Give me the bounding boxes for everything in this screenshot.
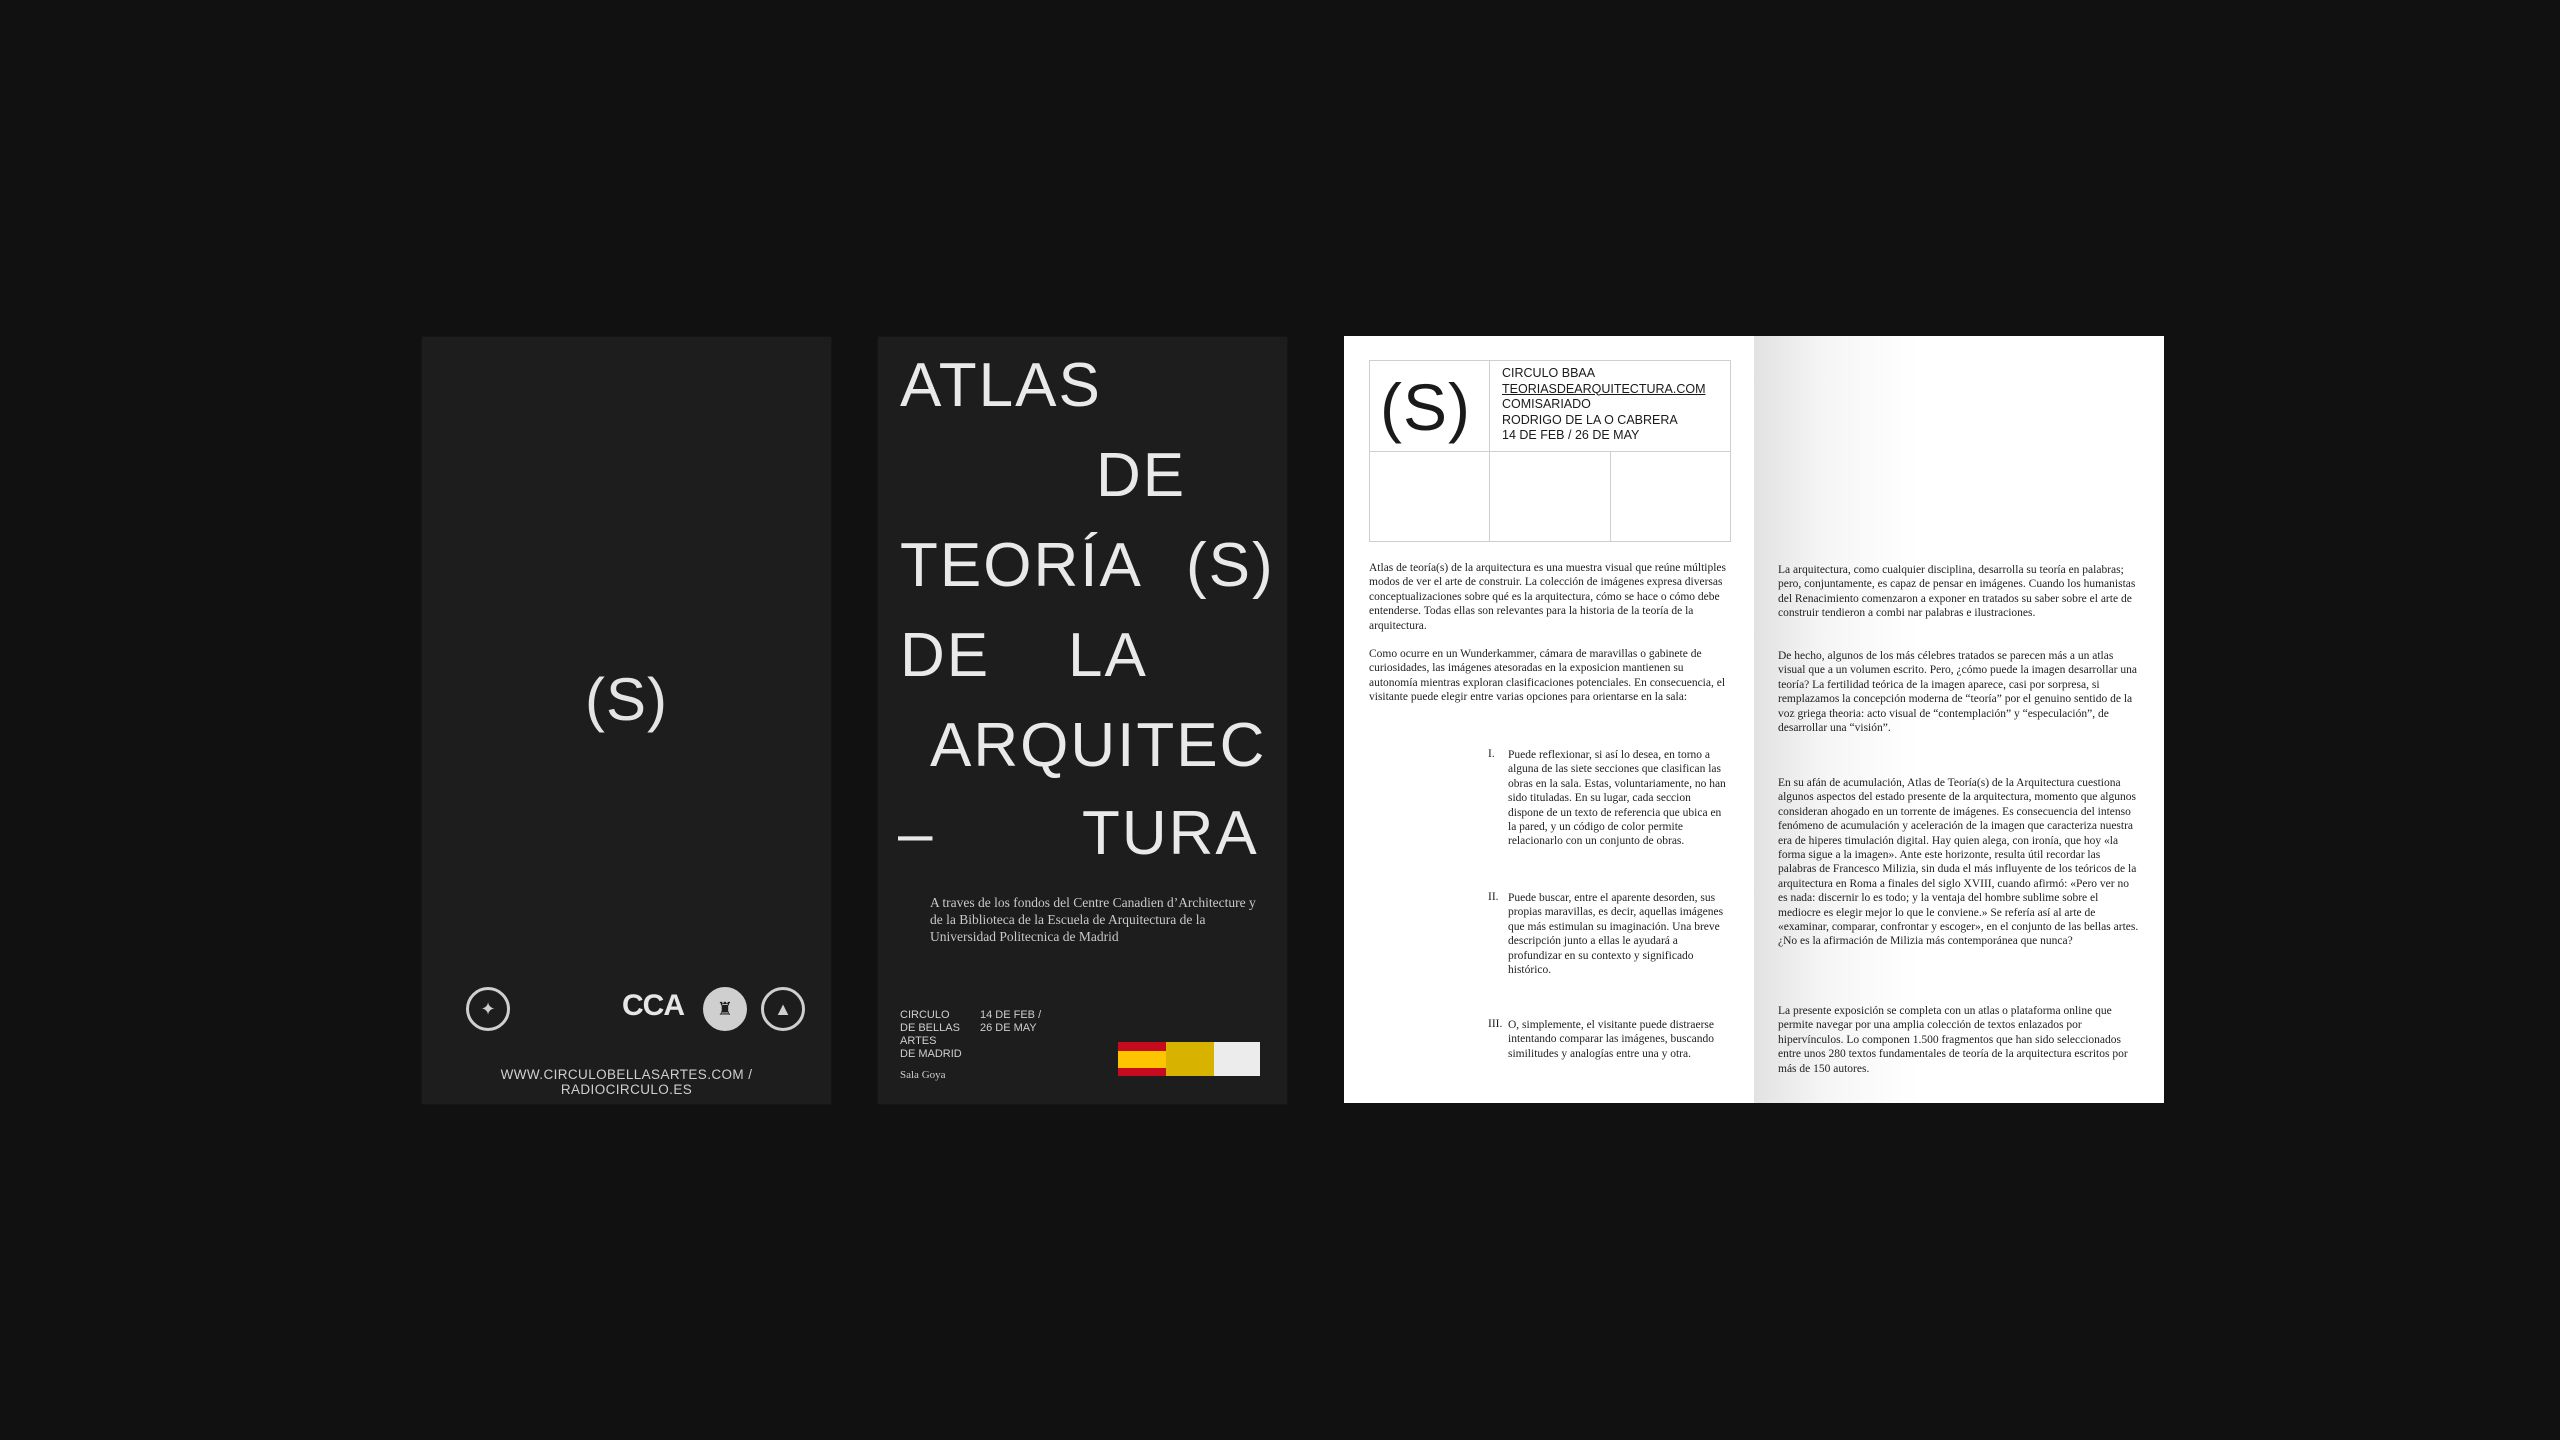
circulo-seal-icon: ✦ (466, 987, 510, 1031)
website-links: WWW.CIRCULOBELLASARTES.COM / RADIOCIRCULO.ES (500, 1067, 753, 1097)
back-symbol: (S) (585, 666, 668, 733)
option-number: I. (1488, 748, 1495, 760)
brochure-front-cover (878, 337, 1287, 1104)
venue-line: DE BELLAS (900, 1022, 960, 1034)
title-word: LA (1068, 621, 1148, 690)
essay-paragraph: La presente exposición se completa con un atlas o plataforma online que permite navegar por una amplia colección de textos enlazados por hipervínculos. Lo componen 1.500 fragmentos que han sido seleccionados entre unos 280 textos fundamentales de teoría de la arquitectura escritos por más de 150 autores. (1778, 1005, 2128, 1075)
spread-symbol: (S) (1380, 370, 1471, 444)
title-word: ARQUITEC (930, 711, 1267, 780)
org-name: CIRCULO BBAA (1502, 366, 1596, 380)
title-word: DE (900, 621, 991, 690)
curator-name: RODRIGO DE LA O CABRERA (1502, 412, 1678, 427)
government-logo-icon (1118, 1042, 1260, 1076)
option-text: Puede reflexionar, si así lo desea, en torno a alguna de las siete secciones que clasifican las obras en la sala. Estas, voluntariamente, no han sido tituladas. En su lugar, cada seccion dispone de un texto de referencia que ubica en la pared, y un código de color permite relacionarlo con un conjunto de obras. (1508, 749, 1726, 848)
info-grid (1369, 360, 1731, 542)
option-text: O, simplemente, el visitante puede distraerse intentando comparar las imágenes, buscando similitudes y analogías entre una y otra. (1508, 1019, 1714, 1060)
option-number: II. (1488, 891, 1499, 903)
brochure-back-cover (422, 337, 831, 1104)
intro-paragraph: Atlas de teoría(s) de la arquitectura es una muestra visual que reúne múltiples modos de ver el arte de construir. La colección de imágenes expresa diversas conceptualizaciones sobre qué es la arquitectura, cómo se hace o cómo debe entenderse. Todas ellas son relevantes para la historia de la teoría de la arquitectura. (1369, 562, 1727, 632)
website-link[interactable]: TEORIASDEARQUITECTURA.COM (1502, 381, 1706, 396)
venue-line: ARTES (900, 1035, 937, 1047)
essay-paragraph: La arquitectura, como cualquier disciplina, desarrolla su teoría en palabras; pero, conjuntamente, es capaz de pensar en imágenes. Cuando los humanistas del Renacimiento comenzaron a exponer en tratados su saber sobre el arte de construir tendieron a combi nar palabras e ilustraciones. (1778, 564, 2136, 620)
title-word: TURA (1082, 799, 1259, 868)
sponsor-logos (444, 987, 809, 1037)
option-text: Puede buscar, entre el aparente desorden, sus propias maravillas, es decir, aquellas imágenes que más estimulan su imaginación. Una breve descripción junto a ellas le ayudará a profundizar en su contexto y significado histórico. (1508, 892, 1724, 977)
exhibition-info (1502, 366, 1706, 444)
role-label: COMISARIADO (1502, 397, 1591, 411)
essay-paragraph: De hecho, algunos de los más célebres tratados se parecen más a un atlas visual que a un volumen escrito. Pero, ¿cómo puede la imagen desarrollar una teoría? La fertilidad teórica de la imagen aparece, casi por sorpresa, si remplazamos la concepción moderna de “teoría” por el genuino sentido de la voz griega theoria: acto visual de “contemplación” y “especulación”, de desarrollar una “visión”. (1778, 650, 2137, 735)
title-word: (S) (1186, 531, 1275, 600)
title-word: TEORÍA (900, 531, 1143, 600)
room-name: Sala Goya (900, 1069, 946, 1081)
cover-subtitle: A traves de los fondos del Centre Canadien d’Architecture y de la Biblioteca de la Escuela de Arquitectura de la Universidad Politecnica de Madrid (930, 895, 1256, 944)
exhibition-dates: 14 DE FEB / 26 DE MAY (1502, 428, 1640, 442)
date-line: 26 DE MAY (980, 1022, 1037, 1034)
cca-logo: CCA (622, 989, 684, 1022)
venue-line: CIRCULO (900, 1009, 950, 1021)
title-word: DE (1096, 441, 1187, 510)
brochure-inner-spread (1344, 336, 2164, 1103)
title-word: – (898, 799, 935, 868)
intro-paragraph: Como ocurre en un Wunderkammer, cámara de maravillas o gabinete de curiosidades, las imágenes atesoradas en la exposicion mantienen su autonomía mientras exploran clasificaciones potenciales. En consecuencia, el visitante puede elegir entre varias opciones para orientarse en la sala: (1369, 648, 1726, 704)
venue-line: DE MADRID (900, 1048, 962, 1060)
date-line: 14 DE FEB / (980, 1009, 1042, 1021)
option-number: III. (1488, 1018, 1503, 1030)
title-word: ATLAS (900, 351, 1102, 420)
venue-block (900, 1009, 980, 1061)
dates-block (980, 1009, 1060, 1035)
architecture-school-seal-icon: ▲ (761, 987, 805, 1031)
university-seal-icon: ♜ (703, 987, 747, 1031)
essay-paragraph: En su afán de acumulación, Atlas de Teoría(s) de la Arquitectura cuestiona algunos aspectos del estado presente de la arquitectura, momento que algunos consideran ahogado en un torrente de imágenes. Es consecuencia del intenso fenómeno de acumulación y aceleración de la imagen que caracteriza nuestra era de hiperes timulación digital. Hay quien alega, con ironía, que hoy «la forma sigue a la imagen». Ante este horizonte, resulta útil recordar las palabras de Francesco Milizia, sin duda el más influyente de los teóricos de la arquitectura en Roma a finales del siglo XVIII, cuando afirmó: «Pero ver no es nada: discernir lo es todo; y la ventaja del hombre sublime sobre el mediocre es elegir mejor lo que le conviene.» Se refería así al arte de «examinar, comparar, confrontar y escoger», en el conjunto de las bellas artes. ¿No es la afirmación de Milizia más contemporánea que nunca? (1778, 777, 2139, 948)
